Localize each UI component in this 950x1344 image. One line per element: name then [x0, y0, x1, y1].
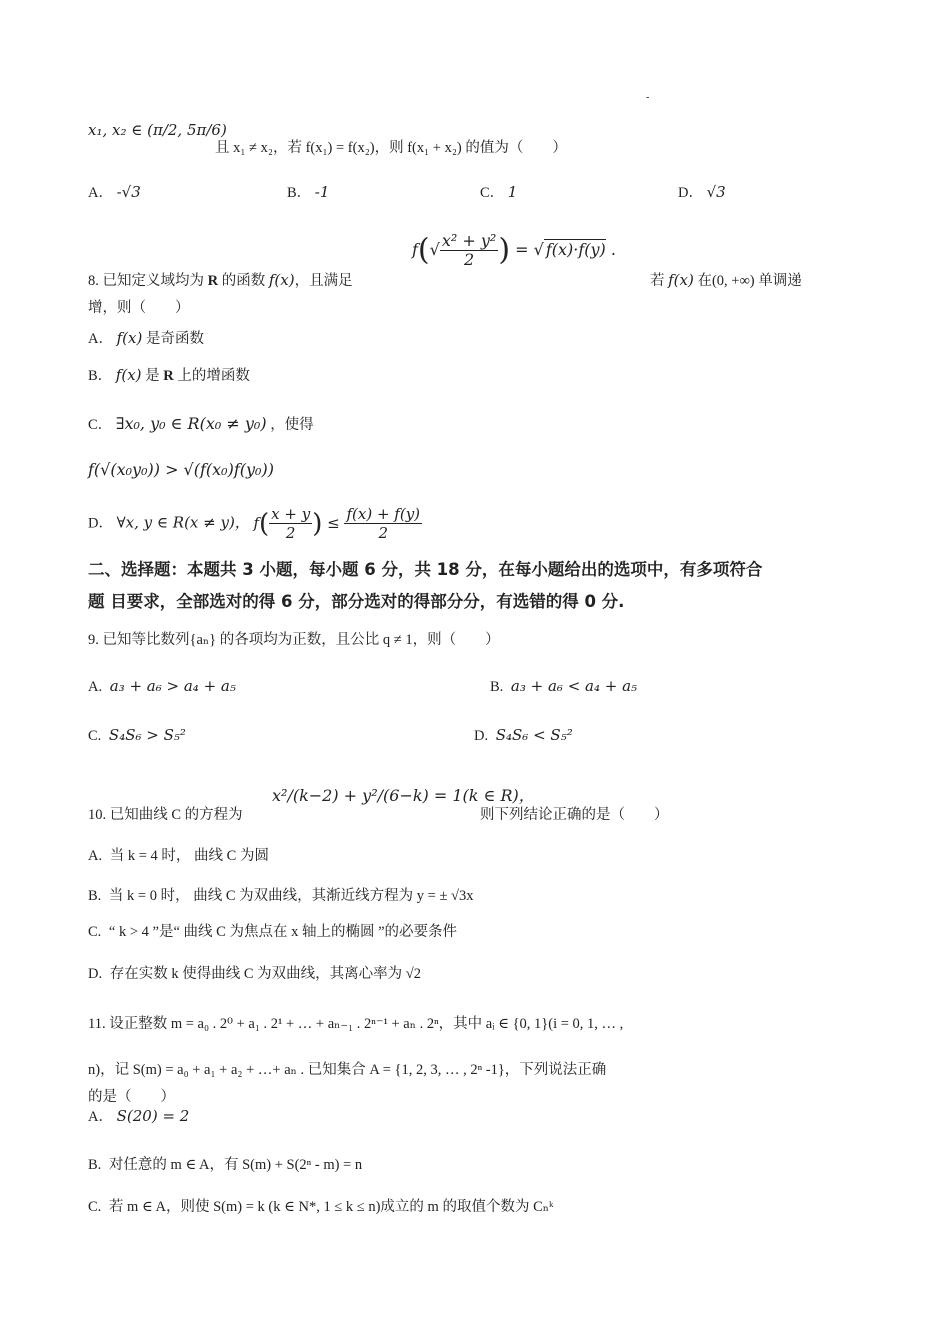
option-label: A.: [88, 848, 103, 864]
q7-option-c: [480, 182, 517, 203]
q7-option-a: [88, 182, 141, 203]
option-label: D.: [88, 966, 103, 982]
option-value: a₃ + a₆ < a₄ + a₅: [510, 677, 638, 695]
option-value: 1: [507, 183, 518, 201]
option-label: A．: [88, 331, 113, 347]
option-label: D．: [678, 185, 703, 201]
q8-option-a: [88, 328, 204, 349]
option-label: C.: [88, 728, 102, 744]
option-text: ，使得: [270, 417, 314, 433]
option-text: 上的增函数: [177, 368, 250, 384]
section-title-line1: 二、选择题：本题共 3 小题，每小题 6 分，共 18 分，在每小题给出的选项中，有多项符合: [88, 560, 763, 579]
q9-option-a: [88, 676, 236, 697]
option-label: C．: [88, 417, 113, 433]
stray-mark: -: [646, 92, 650, 103]
q7-option-b: [287, 182, 329, 203]
q8-stem-part: 已知定义域均为: [102, 273, 204, 289]
option-label: C．: [480, 185, 505, 201]
option-label: B．: [287, 185, 312, 201]
q10-equation: x²/(k−2) + y²/(6−k) = 1(k ∈ R)，: [272, 786, 535, 805]
option-value: S₄S₆ > S₅²: [108, 726, 186, 744]
q11-option-b: [88, 1155, 362, 1175]
q10-option-d: [88, 964, 421, 984]
q8-R: R: [207, 273, 219, 289]
q8-stem-part: 在(0, +∞) 单调递: [697, 273, 802, 289]
option-text: 是奇函数: [145, 331, 204, 347]
option-label: A．: [88, 185, 113, 201]
option-label: A.: [88, 679, 103, 695]
q8-formula: f(√ $\frac{\text{x² + y²}}{2}$ ) = √ f(x)·f(y) .: [412, 231, 616, 269]
q8-stem-right: [650, 270, 802, 291]
option-value: S₄S₆ < S₅²: [495, 726, 573, 744]
q11-line1: 11. 设正整数 m = a₀ . 2⁰ + a₁ . 2¹ + … + aₙ₋₁ . 2ⁿ⁻¹ + aₙ . 2ⁿ，其中 aᵢ ∈ {0, 1}(i = 0, 1, … ,: [88, 1016, 624, 1032]
q7-option-d: [678, 182, 726, 203]
option-value: 若 m ∈ A，则使 S(m) = k (k ∈ N*, 1 ≤ k ≤ n)成立的 m 的取值个数为 Cₙᵏ: [108, 1199, 554, 1215]
q11-option-a: [88, 1106, 189, 1127]
option-label: C.: [88, 1199, 102, 1215]
q11-option-c: [88, 1197, 554, 1217]
q7-condition-text: 且 x₁ ≠ x₂，若 f(x₁) = f(x₂)，则 f(x₁ + x₂) 的值为（ ）: [215, 140, 567, 156]
option-value: 对任意的 m ∈ A，有 S(m) + S(2ⁿ - m) = n: [108, 1157, 363, 1173]
option-label: C.: [88, 924, 102, 940]
option-math: ∃x₀, y₀ ∈ R(x₀ ≠ y₀): [115, 414, 267, 433]
q11-line3: 的是（ ）: [88, 1089, 175, 1105]
q9-option-c: [88, 725, 186, 746]
q10-option-a: [88, 846, 269, 866]
option-value: -√3: [116, 183, 141, 201]
option-value: S(20) = 2: [116, 1107, 190, 1125]
q8-fx: f(x): [116, 329, 143, 347]
option-value: 当 k = 0 时， 曲线 C 为双曲线，其渐近线方程为 y = ± √3x: [108, 888, 474, 904]
option-label: B.: [490, 679, 504, 695]
q8-stem-part: 的函数: [221, 273, 266, 289]
option-value: a₃ + a₆ > a₄ + a₅: [109, 677, 236, 695]
q9-option-b: [490, 676, 637, 697]
option-value: “ k > 4 ”是“ 曲线 C 为焦点在 x 轴上的椭圆 ”的必要条件: [108, 924, 458, 940]
q10-option-b: [88, 886, 474, 906]
q8-fx: f(x): [668, 271, 694, 289]
option-label: B．: [88, 368, 113, 384]
option-value: √3: [706, 183, 726, 201]
option-text: 是: [145, 368, 160, 384]
q10-stem-b: 则下列结论正确的是（ ）: [480, 807, 669, 823]
option-value: 存在实数 k 使得曲线 C 为双曲线，其离心率为 √2: [109, 966, 421, 982]
q8-stem: [88, 270, 353, 291]
option-math: ∀x, y ∈ R(x ≠ y)，: [116, 513, 250, 532]
q11-line2: n)，记 S(m) = a₀ + a₁ + a₂ + …+ aₙ . 已知集合 A = {1, 2, 3, … , 2ⁿ -1}，下列说法正确: [88, 1062, 607, 1078]
q10-option-c: [88, 922, 457, 942]
q7-condition-math: x₁, x₂ ∈ (π/2, 5π/6): [88, 121, 227, 139]
option-value: -1: [314, 183, 330, 201]
q8-formula-rhs: f(x)·f(y): [545, 240, 606, 259]
option-label: D．: [88, 515, 113, 532]
q8-option-c: [88, 414, 314, 435]
q8-option-d: D． ∀x, y ∈ R(x ≠ y)， f( $\frac{x + y}{2}$ ) ≤ $\frac{f(x) + f(y)}{2}$: [88, 505, 421, 542]
option-label: A．: [88, 1109, 113, 1125]
q8-stem-end: 增，则（ ）: [88, 300, 190, 316]
option-value: 当 k = 4 时， 曲线 C 为圆: [109, 848, 269, 864]
option-label: B.: [88, 1157, 102, 1173]
q8-option-b: [88, 365, 250, 386]
q9-stem: 9. 已知等比数列{aₙ} 的各项均为正数，且公比 q ≠ 1，则（ ）: [88, 632, 500, 648]
q8-R: R: [163, 368, 174, 384]
section-title-line2: 题 目要求，全部选对的得 6 分，部分选对的得部分分，有选错的得 0 分.: [88, 592, 625, 611]
q8-stem-part: 若: [650, 273, 665, 289]
option-label: D.: [474, 728, 489, 744]
option-rhs: f(x) + f(y): [346, 505, 421, 523]
q10-stem-a: 10. 已知曲线 C 的方程为: [88, 807, 243, 823]
q8-stem-part: ，且满足: [294, 273, 353, 289]
q9-option-d: [474, 725, 573, 746]
q8-option-c-inequality: f(√(x₀y₀)) > √(f(x₀)f(y₀)): [88, 460, 274, 479]
option-label: B.: [88, 888, 102, 904]
q8-fx: f(x): [115, 366, 142, 384]
q8-fx: f(x): [268, 271, 295, 289]
q8-number: 8.: [88, 273, 99, 289]
